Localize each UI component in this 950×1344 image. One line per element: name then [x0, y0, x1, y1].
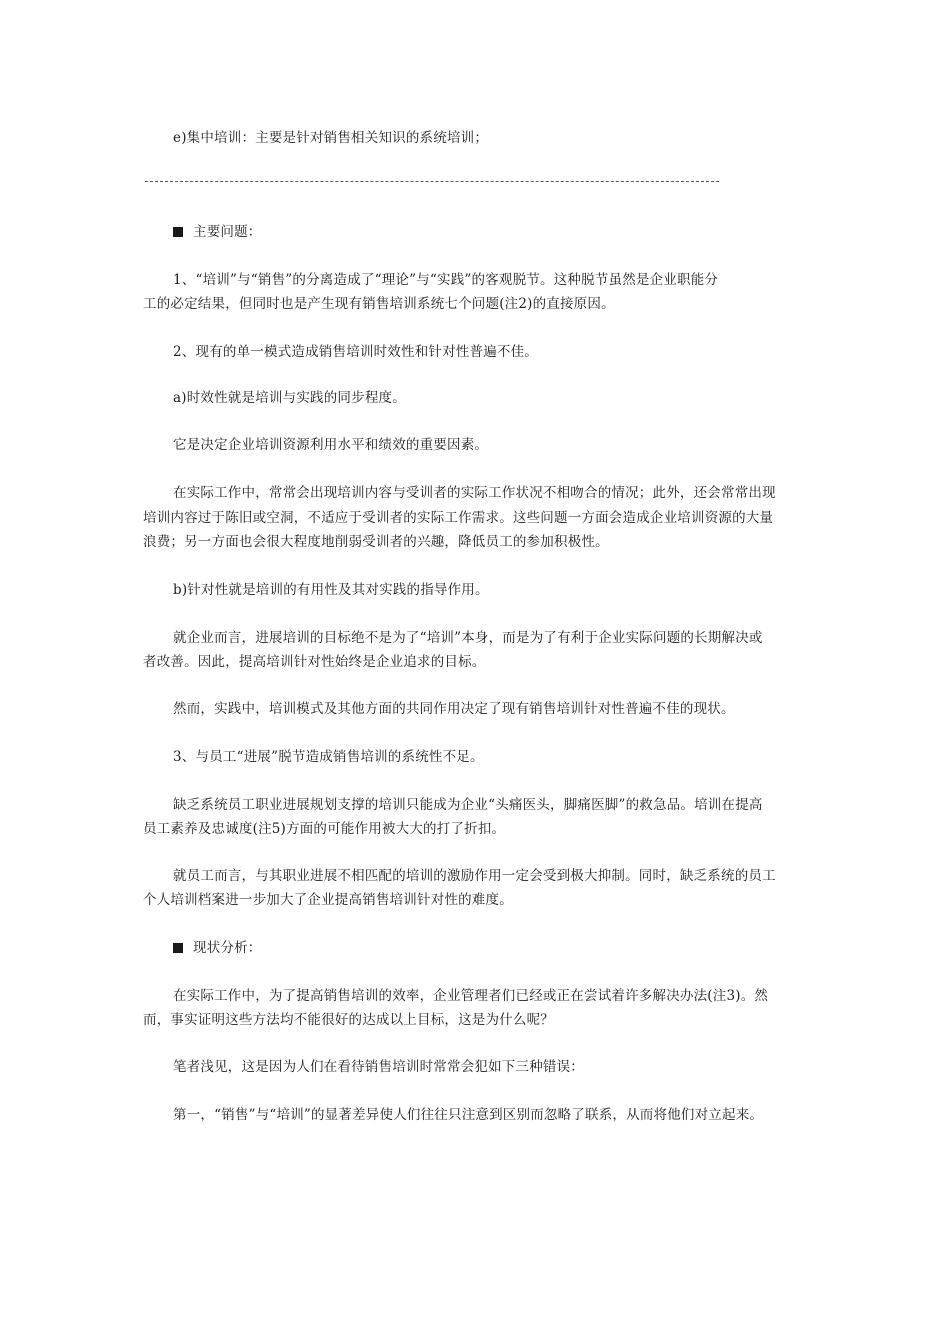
paragraph-line: 者改善。因此，提高培训针对性始终是企业追求的目标。: [143, 654, 486, 670]
paragraph-line: 它是决定企业培训资源利用水平和绩效的重要因素。: [173, 437, 489, 453]
paragraph-line: 笔者浅见，这是因为人们在看待销售培训时常常会犯如下三种错误：: [173, 1059, 584, 1075]
list-item-e: e)集中培训：主要是针对销售相关知识的系统培训；: [173, 130, 489, 146]
section-heading-analysis: [173, 936, 262, 960]
paragraph-line: b)针对性就是培训的有用性及其对实践的指导作用。: [173, 582, 489, 598]
paragraph-line: 1、“培训”与“销售”的分离造成了“理论”与“实践”的客观脱节。这种脱节虽然是企业职能分: [173, 272, 719, 288]
paragraph-line: 工的必定结果，但同时也是产生现有销售培训系统七个问题(注2)的直接原因。: [143, 296, 615, 312]
paragraph-line: 3、与员工“进展”脱节造成销售培训的系统性不足。: [173, 749, 484, 765]
square-bullet-icon: [173, 943, 183, 953]
paragraph-line: 员工素养及忠诚度(注5)方面的可能作用被大大的打了折扣。: [143, 821, 506, 837]
paragraph-line: 就员工而言，与其职业进展不相匹配的培训的激励作用一定会受到极大抑制。同时，缺乏系统的员工: [173, 868, 776, 884]
section-heading-problems: [173, 220, 262, 244]
paragraph-line: a)时效性就是培训与实践的同步程度。: [173, 390, 406, 406]
paragraph-line: 第一，“销售”与“培训”的显著差异使人们往往只注意到区别而忽略了联系，从而将他们对立起来。: [173, 1107, 764, 1123]
dashed-divider: [145, 181, 719, 182]
paragraph-line: 个人培训档案进一步加大了企业提高销售培训针对性的难度。: [143, 892, 513, 908]
paragraph-line: 培训内容过于陈旧或空洞，不适应于受训者的实际工作需求。这些问题一方面会造成企业培训资源的大量: [143, 510, 774, 526]
heading-text: 主要问题：: [193, 224, 262, 240]
paragraph-line: 就企业而言，进展培训的目标绝不是为了“培训”本身，而是为了有利于企业实际问题的长期解决或: [173, 630, 763, 646]
paragraph-line: 在实际工作中，为了提高销售培训的效率，企业管理者们已经或正在尝试着许多解决办法(注3)。然: [173, 988, 769, 1004]
paragraph-line: 在实际工作中，常常会出现培训内容与受训者的实际工作状况不相吻合的情况；此外，还会常常出现: [173, 485, 776, 501]
heading-text: 现状分析：: [193, 940, 262, 956]
paragraph-line: 然而，实践中，培训模式及其他方面的共同作用决定了现有销售培训针对性普遍不佳的现状。: [173, 701, 735, 717]
paragraph-line: 缺乏系统员工职业进展规划支撑的培训只能成为企业“头痛医头，脚痛医脚”的救急品。培训在提高: [173, 797, 763, 813]
paragraph-line: 而，事实证明这些方法均不能很好的达成以上目标，这是为什么呢？: [143, 1012, 554, 1028]
paragraph-line: 浪费；另一方面也会很大程度地削弱受训者的兴趣，降低员工的参加积极性。: [143, 534, 609, 550]
square-bullet-icon: [173, 227, 183, 237]
paragraph-line: 2、现有的单一模式造成销售培训时效性和针对性普遍不佳。: [173, 344, 538, 360]
